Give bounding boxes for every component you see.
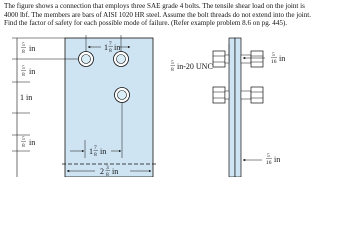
problem-line-1: The figure shows a connection that employs three SAE grade 4 bolts. The tensile shear load on the joint is	[4, 2, 305, 10]
dim-left-bot	[21, 136, 35, 149]
svg-text:8: 8	[94, 152, 97, 158]
dim-left-mid	[21, 65, 35, 78]
svg-text:5: 5	[272, 52, 275, 58]
problem-line-2: 4000 lbf. The members are bars of AISI 1020 HR steel. Assume the bolt threads do not extend into the joint.	[4, 10, 312, 19]
svg-text:in: in	[114, 43, 121, 52]
bolt-top-left	[79, 52, 94, 67]
svg-text:in-20 UNC: in-20 UNC	[177, 62, 213, 71]
bolt-spec-label	[171, 60, 213, 73]
dim-plate-top	[271, 52, 285, 65]
svg-text:in: in	[100, 147, 107, 156]
svg-text:in: in	[279, 54, 286, 63]
svg-text:in: in	[29, 138, 36, 147]
svg-text:8: 8	[22, 143, 25, 149]
dim-left-one: 1 in	[20, 93, 33, 102]
plate-side-left	[229, 38, 235, 177]
svg-text:8: 8	[171, 67, 174, 73]
svg-text:in: in	[274, 155, 281, 164]
bolt-top-right	[114, 52, 129, 67]
svg-text:16: 16	[271, 59, 277, 65]
svg-text:7: 7	[94, 145, 97, 151]
problem-line-3: Find the factor of safety for each possible mode of failure. (Refer example problem 8.6 on pg. 445).	[4, 19, 288, 28]
svg-text:1: 1	[104, 43, 108, 52]
svg-text:5: 5	[22, 136, 25, 142]
svg-text:in: in	[29, 67, 36, 76]
svg-text:8: 8	[106, 172, 109, 177]
svg-text:8: 8	[22, 72, 25, 78]
svg-text:5: 5	[267, 153, 270, 159]
bolt-center	[115, 88, 130, 103]
plate-side-right	[235, 38, 241, 177]
svg-text:in: in	[112, 167, 119, 176]
svg-text:2: 2	[100, 167, 104, 176]
svg-text:1: 1	[89, 147, 93, 156]
svg-text:7: 7	[109, 41, 112, 47]
svg-text:8: 8	[109, 48, 112, 54]
svg-text:in: in	[29, 44, 36, 53]
svg-text:16: 16	[266, 160, 272, 166]
svg-text:8: 8	[22, 49, 25, 55]
dim-left-top	[21, 42, 35, 55]
svg-text:5: 5	[171, 60, 174, 66]
svg-text:3: 3	[106, 165, 109, 171]
svg-text:5: 5	[22, 65, 25, 71]
svg-text:5: 5	[22, 42, 25, 48]
dim-plate-bot	[266, 153, 280, 166]
